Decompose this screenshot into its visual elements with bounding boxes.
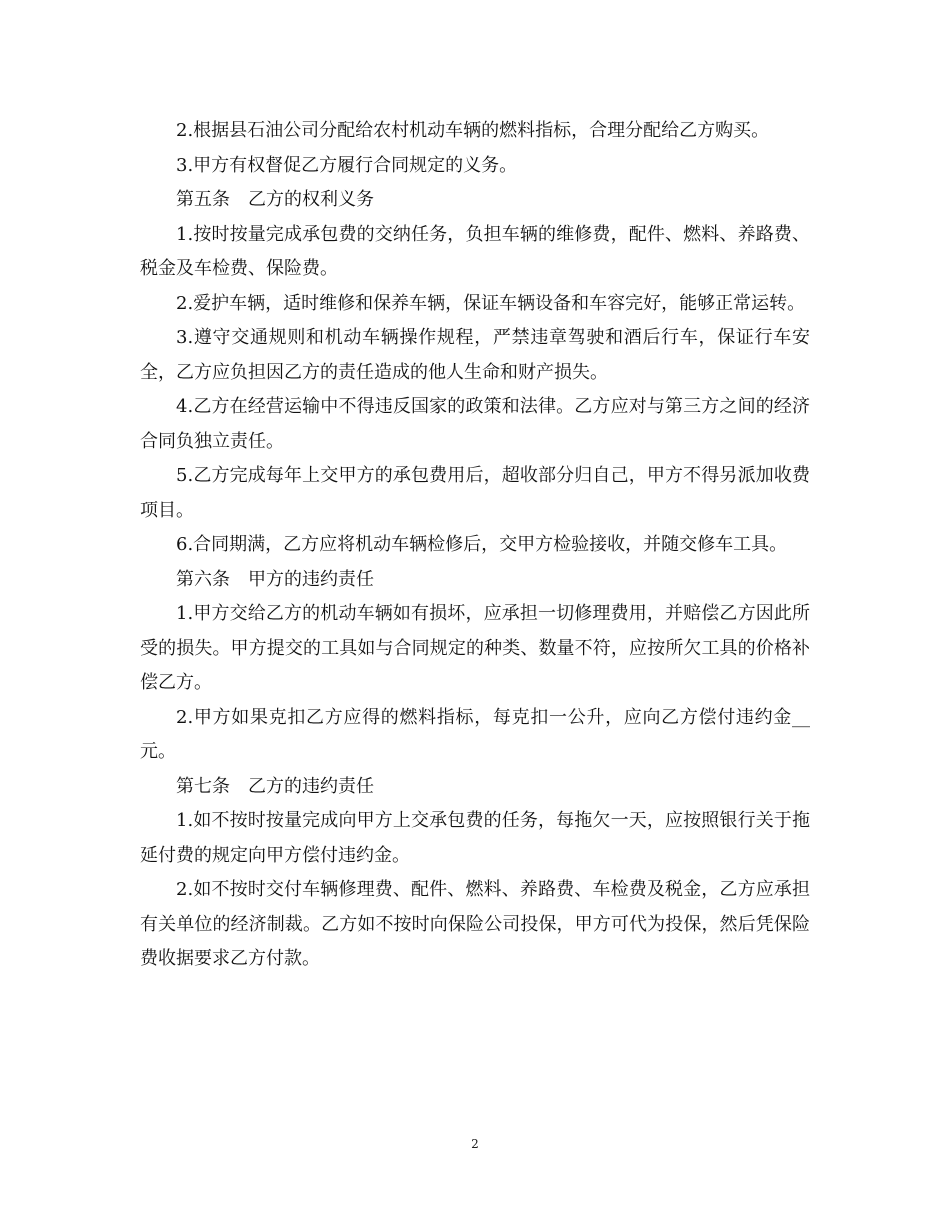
article-7-item-2: 2.如不按时交付车辆修理费、配件、燃料、养路费、车检费及税金，乙方应承担有关单位的经济制裁。乙方如不按时向保险公司投保，甲方可代为投保，然后凭保险费收据要求乙方付款。 (140, 879, 810, 969)
article-5-heading: 第五条 乙方的权利义务 (176, 189, 374, 210)
article-5-item-5: 5.乙方完成每年上交甲方的承包费用后，超收部分归自己，甲方不得另派加收费项目。 (140, 465, 810, 521)
article-5-item-2: 2.爱护车辆，适时维修和保养车辆，保证车辆设备和车容完好，能够正常运转。 (176, 292, 806, 314)
article-6-item-2: 2.甲方如果克扣乙方应得的燃料指标，每克扣一公升，应向乙方偿付违约金__元。 (140, 706, 810, 762)
article-5-item-4: 4.乙方在经营运输中不得违反国家的政策和法律。乙方应对与第三方之间的经济合同负独立责任。 (140, 396, 810, 452)
article-7-heading: 第七条 乙方的违约责任 (176, 775, 374, 797)
clause-a-item-2: 2.根据县石油公司分配给农村机动车辆的燃料指标，合理分配给乙方购买。 (176, 120, 770, 141)
article-5-item-3: 3.遵守交通规则和机动车辆操作规程，严禁违章驾驶和酒后行车，保证行车安全，乙方应负担因乙方的责任造成的他人生命和财产损失。 (140, 327, 810, 383)
article-6-heading: 第六条 甲方的违约责任 (176, 568, 374, 590)
article-7-item-1: 1.如不按时按量完成向甲方上交承包费的任务，每拖欠一天，应按照银行关于拖延付费的规定向甲方偿付违约金。 (140, 810, 810, 866)
clause-a-item-3: 3.甲方有权督促乙方履行合同规定的义务。 (176, 154, 518, 176)
article-5-item-6: 6.合同期满，乙方应将机动车辆检修后，交甲方检验接收，并随交修车工具。 (176, 534, 788, 555)
document-body (140, 114, 810, 977)
page-number: 2 (471, 1137, 479, 1151)
article-6-item-1: 1.甲方交给乙方的机动车辆如有损坏，应承担一切修理费用，并赔偿乙方因此所受的损失。甲方提交的工具如与合同规定的种类、数量不符，应按所欠工具的价格补偿乙方。 (140, 603, 810, 693)
article-5-item-1: 1.按时按量完成承包费的交纳任务，负担车辆的维修费，配件、燃料、养路费、税金及车检费、保险费。 (140, 223, 810, 279)
